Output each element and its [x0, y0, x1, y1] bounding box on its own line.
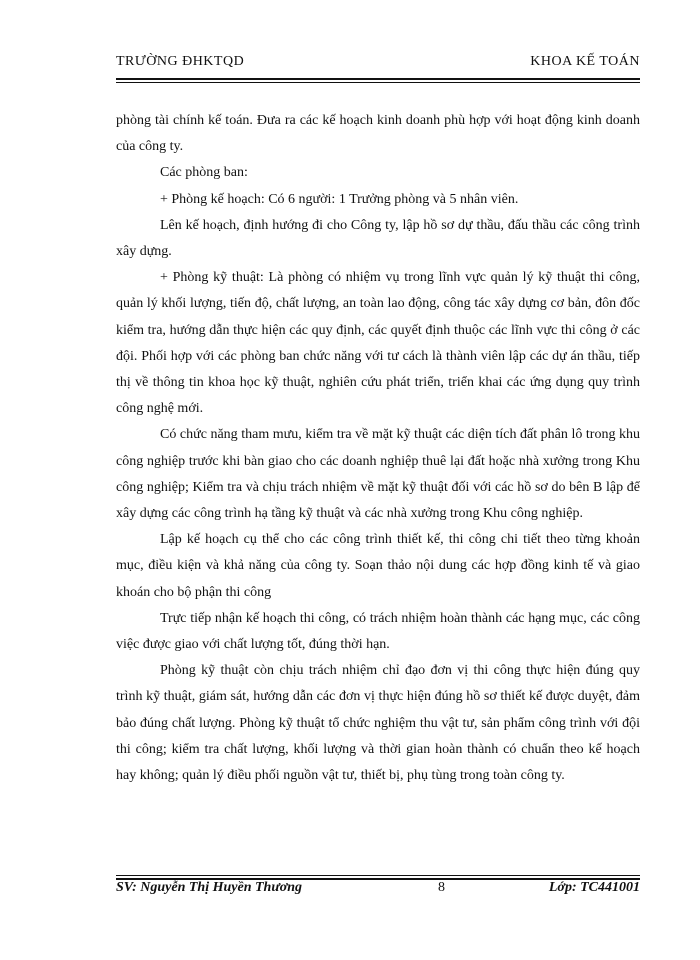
page-header — [116, 54, 640, 78]
paragraph: Lập kế hoạch cụ thể cho các công trình thiết kế, thi công chi tiết theo từng khoản mục, điều kiện và khả năng của công ty. Soạn thảo nội dung các hợp đồng kinh tế và giao khoán cho bộ phận thi công — [116, 532, 640, 600]
paragraph: Trực tiếp nhận kế hoạch thi công, có trách nhiệm hoàn thành các hạng mục, các công việc được giao với chất lượng tốt, đúng thời hạn. — [116, 610, 640, 653]
header-university: TRƯỜNG ĐHKTQD — [116, 54, 245, 69]
footer-page-number: 8 — [438, 880, 445, 895]
page-footer — [116, 880, 640, 902]
footer-rule-thin — [116, 875, 640, 876]
footer-student-name: SV: Nguyễn Thị Huyền Thương — [116, 880, 302, 895]
header-faculty: KHOA KẾ TOÁN — [530, 54, 640, 69]
paragraph: phòng tài chính kế toán. Đưa ra các kế hoạch kinh doanh phù hợp với hoạt động kinh doanh của công ty. — [116, 113, 640, 155]
paragraph: Các phòng ban: — [160, 165, 248, 181]
paragraph: Phòng kỹ thuật còn chịu trách nhiệm chỉ đạo đơn vị thi công thực hiện đúng quy trình kỹ thuật, giám sát, hướng dẫn các đơn vị thực hiện đúng hồ sơ thiết kế được duyệt, đảm bảo đúng chất lượng. Phòng kỹ thuật tổ chức nghiệm thu vật tư, sản phẩm công trình với đội thi công; kiểm tra chất lượng, khối lượng và thời gian hoàn thành có chuẩn theo kế hoạch hay không; quản lý điều phối nguồn vật tư, thiết bị, phụ tùng trong toàn công ty. — [116, 663, 640, 784]
header-rule-thick — [116, 78, 640, 80]
paragraph: Có chức năng tham mưu, kiểm tra về mặt kỹ thuật các diện tích đất phân lô trong khu công nghiệp trước khi bàn giao cho các doanh nghiệp thuê lại đất hoặc nhà xưởng trong Khu công nghiệp; Kiểm tra và chịu trách nhiệm về mặt kỹ thuật đối với các hồ sơ do bên B lập để xây dựng các công trình hạ tầng kỹ thuật và các nhà xưởng trong Khu công nghiệp. — [116, 427, 640, 522]
header-rule-thin — [116, 82, 640, 83]
paragraph: Lên kế hoạch, định hướng đi cho Công ty, lập hồ sơ dự thầu, đấu thầu các công trình xây dựng. — [116, 217, 640, 260]
body-text — [116, 108, 640, 789]
footer-class-code: Lớp: TC441001 — [548, 880, 640, 895]
paragraph: + Phòng kế hoạch: Có 6 người: 1 Trưởng phòng và 5 nhân viên. — [160, 191, 519, 207]
paragraph: + Phòng kỹ thuật: Là phòng có nhiệm vụ trong lĩnh vực quản lý kỹ thuật thi công, quản lý khối lượng, tiến độ, chất lượng, an toàn lao động, công tác xây dựng cơ bản, đôn đốc kiểm tra, hướng dẫn thực hiện các quy định, các quyết định thuộc các lĩnh vực thi công ở các đội. Phối hợp với các phòng ban chức năng với tư cách là thành viên lập các dự án thầu, tiếp thị về thông tin khoa học kỹ thuật, nghiên cứu phát triển, triển khai các ứng dụng quy trình công nghệ mới. — [116, 270, 640, 417]
